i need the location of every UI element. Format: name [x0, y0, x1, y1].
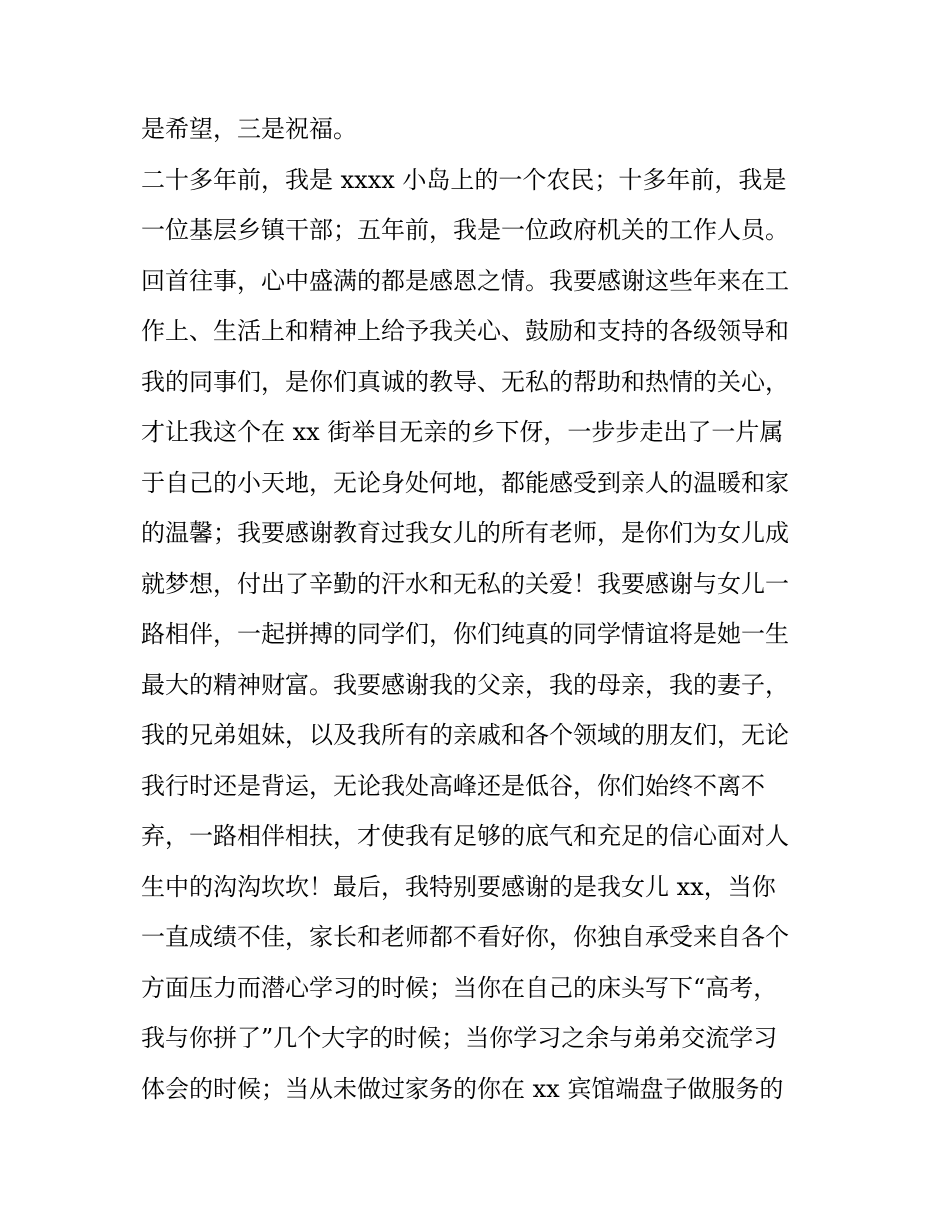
text-line: 弃，一路相伴相扶，才使我有足够的底气和充足的信心面对人 [141, 822, 789, 850]
text-line: 我行时还是背运，无论我处高峰还是低谷，你们始终不离不 [141, 771, 765, 800]
text-line: 方面压力而潜心学习的时候；当你在自己的床头写下“高考， [141, 973, 778, 1002]
text-line: 最大的精神财富。我要感谢我的父亲，我的母亲，我的妻子， [141, 670, 789, 699]
text-line: 体会的时候；当从未做过家务的你在 xx 宾馆端盘子做服务的 [141, 1074, 784, 1103]
text-line: 一直成绩不佳，家长和老师都不看好你，你独自承受来自各个 [141, 923, 789, 951]
text-line: 生中的沟沟坎坎！最后，我特别要感谢的是我女儿 xx，当你 [141, 872, 776, 901]
text-line: 就梦想，付出了辛勤的汗水和无私的关爱！我要感谢与女儿一 [141, 569, 789, 598]
text-line: 二十多年前，我是 xxxx 小岛上的一个农民；十多年前，我是 [141, 165, 787, 194]
text-line: 是希望，三是祝福。 [141, 115, 357, 143]
text-line: 一位基层乡镇干部；五年前，我是一位政府机关的工作人员。 [141, 216, 789, 244]
text-line: 的温馨；我要感谢教育过我女儿的所有老师，是你们为女儿成 [141, 519, 789, 547]
text-line: 回首往事，心中盛满的都是感恩之情。我要感谢这些年来在工 [141, 266, 789, 295]
text-line: 我的同事们，是你们真诚的教导、无私的帮助和热情的关心， [141, 367, 789, 396]
text-line: 才让我这个在 xx 街举目无亲的乡下伢，一步步走出了一片属 [141, 418, 784, 446]
text-line: 路相伴，一起拼搏的同学们，你们纯真的同学情谊将是她一生 [141, 620, 789, 648]
text-line: 我的兄弟姐妹，以及我所有的亲戚和各个领域的朋友们，无论 [141, 721, 789, 749]
text-line: 于自己的小天地，无论身处何地，都能感受到亲人的温暖和家 [141, 468, 789, 497]
text-line: 作上、生活上和精神上给予我关心、鼓励和支持的各级领导和 [141, 317, 789, 345]
text-line: 我与你拼了”几个大字的时候；当你学习之余与弟弟交流学习 [141, 1024, 778, 1052]
body-text [141, 104, 821, 1114]
